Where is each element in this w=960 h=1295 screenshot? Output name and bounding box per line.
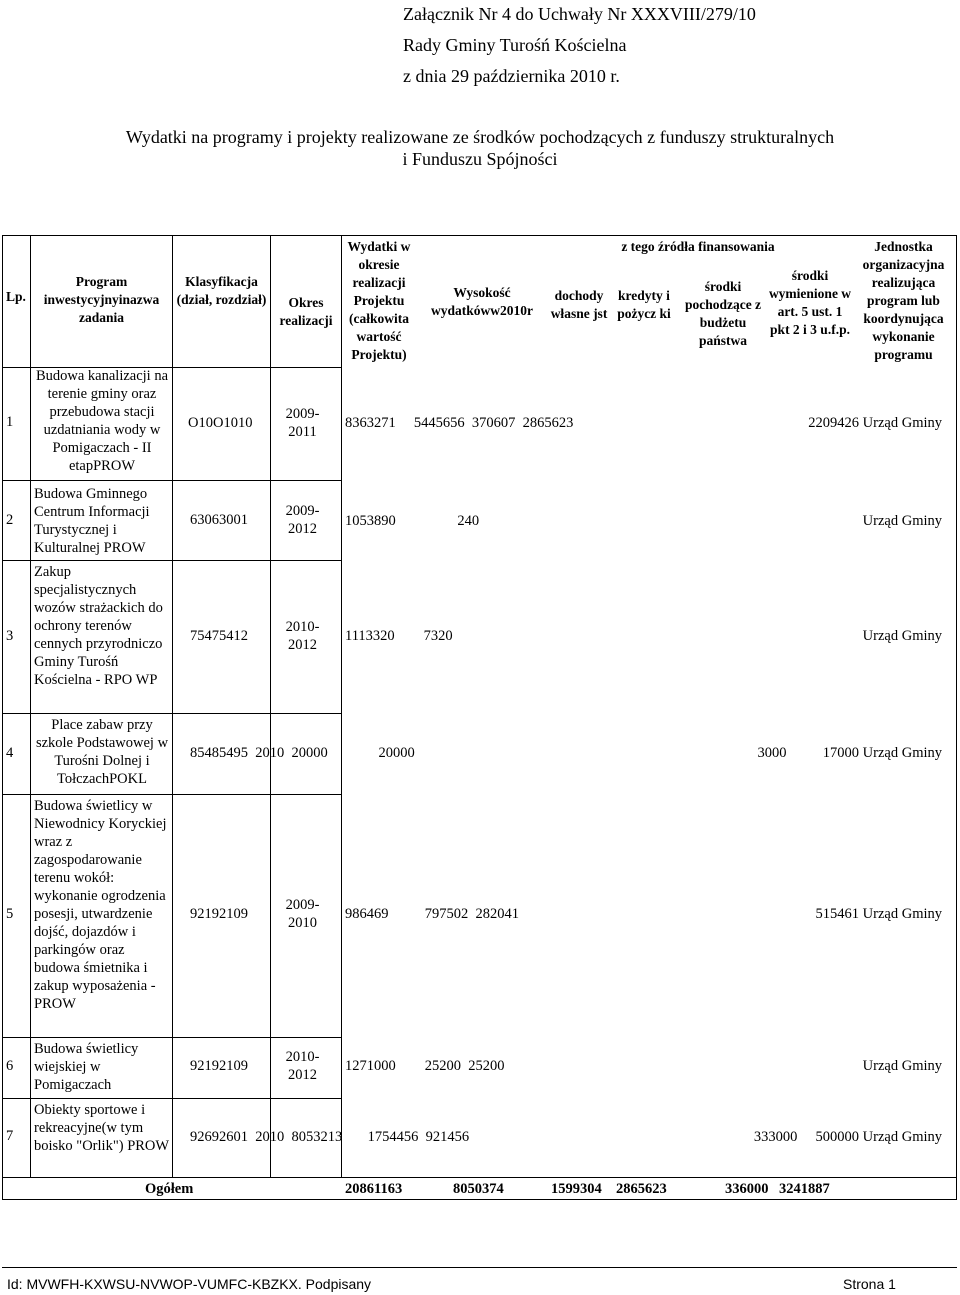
col-kredyty: kredyty i pożycz ki xyxy=(617,288,671,321)
col-wydatki: Wydatki w okresie realizacji Projektu (całkowita wartość Projektu) xyxy=(347,239,411,362)
row-right: 2209426 Urząd Gminy xyxy=(808,415,942,431)
footer-divider xyxy=(2,1267,957,1268)
row-lp: 5 xyxy=(6,906,14,922)
col-group-zrodla: z tego źródła finansowania xyxy=(621,239,775,254)
footer-page-number: Strona 1 xyxy=(843,1276,896,1292)
row-right: Urząd Gminy xyxy=(862,513,942,529)
row-name: Obiekty sportowe i rekreacyjne(w tym boisko "Orlik") PROW xyxy=(34,1102,170,1154)
header-line-3: z dnia 29 października 2010 r. xyxy=(403,66,620,86)
row-lp: 6 xyxy=(6,1058,14,1074)
row-values: 1053890 240 xyxy=(345,513,480,529)
header-line-2: Rady Gminy Turośń Kościelna xyxy=(403,35,627,55)
row-okres: 2009- 2012 xyxy=(285,503,320,537)
totals-budzet: 336000 xyxy=(725,1181,769,1197)
col-jednostka: Jednostka organizacyjna realizująca program lub koordynująca wykonanie programu xyxy=(862,239,945,362)
row-klasyfikacja: O10O1010 xyxy=(188,415,253,431)
totals-wysokosc: 8050374 xyxy=(453,1181,504,1197)
row-right: Urząd Gminy xyxy=(862,628,942,644)
row-klasyfikacja: 92192109 xyxy=(190,906,248,922)
row-name: Budowa świetlicy w Niewodnicy Koryckiej wraz z zagospodarowanie terenu wokół: wykonanie ogrodzenia posesji, utwardzenie dojść, dojazdów i parkingów oraz budowa śmietnika i zakup wyposażenia -PROW xyxy=(34,798,167,1012)
row-values: 1271000 25200 25200 xyxy=(345,1058,505,1074)
page-title-line-2: i Funduszu Spójności xyxy=(402,149,558,169)
row-values: 85485495 2010 20000 20000 xyxy=(190,745,415,761)
row-name: Budowa kanalizacji na terenie gminy oraz przebudowa stacji uzdatniania wody w Pomigaczach - II etapPROW xyxy=(35,368,169,474)
col-program: Program inwestycyjnyinazwa zadania xyxy=(43,274,160,325)
totals-dochody: 1599304 xyxy=(551,1181,602,1197)
row-values: 986469 797502 282041 xyxy=(345,906,519,922)
row-name: Budowa świetlicy wiejskiej w Pomigaczach xyxy=(34,1041,139,1093)
page-title-line-1: Wydatki na programy i projekty realizowane ze środków pochodzących z funduszy strukturalnych xyxy=(125,127,835,147)
row-right: 515461 Urząd Gminy xyxy=(815,906,942,922)
row-lp: 4 xyxy=(6,745,14,761)
header-line-1: Załącznik Nr 4 do Uchwały Nr XXXVIII/279/10 xyxy=(403,4,756,24)
col-dochody: dochody własne jst xyxy=(550,288,608,321)
row-lp: 1 xyxy=(6,414,14,430)
col-klasyfikacja: Klasyfikacja (dział, rozdział) xyxy=(176,274,267,307)
row-right: Urząd Gminy xyxy=(862,1058,942,1074)
totals-kredyty: 2865623 xyxy=(616,1181,667,1197)
row-klasyfikacja: 63063001 xyxy=(190,512,248,528)
row-values: 1113320 7320 xyxy=(345,628,453,644)
row-values: 8363271 5445656 370607 2865623 xyxy=(345,415,574,431)
row-right: 333000 500000 Urząd Gminy xyxy=(753,1129,942,1145)
row-klasyfikacja: 92192109 xyxy=(190,1058,248,1074)
totals-label: Ogółem xyxy=(145,1181,194,1197)
row-okres: 2009- 2010 xyxy=(285,897,320,931)
footer-document-id: Id: MVWFH-KXWSU-NVWOP-VUMFC-KBZKX. Podpisany xyxy=(7,1276,372,1292)
row-name: Zakup specjalistycznych wozów strażackich do ochrony terenów cennych przyrodniczo Gminy Turośń Kościelna - RPO WP xyxy=(34,564,163,688)
totals-wydatki: 20861163 xyxy=(345,1181,403,1197)
row-okres: 2010- 2012 xyxy=(285,1049,320,1083)
col-lp: Lp. xyxy=(6,289,26,304)
row-name: Place zabaw przy szkole Podstawowej w Turośni Dolnej i TołczachPOKL xyxy=(35,717,169,787)
col-wysokosc: Wysokość wydatkóww2010r xyxy=(430,285,533,318)
row-klasyfikacja: 75475412 xyxy=(190,628,248,644)
row-okres: 2010- 2012 xyxy=(285,619,320,653)
totals-wymienione: 3241887 xyxy=(779,1181,830,1197)
row-lp: 2 xyxy=(6,512,14,528)
col-okres: Okres realizacji xyxy=(279,295,333,328)
row-name: Budowa Gminnego Centrum Informacji Turystycznej i Kulturalnej PROW xyxy=(34,486,150,556)
row-right: 3000 17000 Urząd Gminy xyxy=(757,745,942,761)
row-lp: 7 xyxy=(6,1128,14,1144)
row-lp: 3 xyxy=(6,628,14,644)
col-wymienione: środki wymienione w art. 5 ust. 1 pkt 2 i 3 u.f.p. xyxy=(768,268,852,337)
row-okres: 2009- 2011 xyxy=(285,406,320,440)
row-values: 92692601 2010 8053213 1754456 921456 xyxy=(190,1129,470,1145)
col-budzet: środki pochodzące z budżetu państwa xyxy=(684,279,762,348)
